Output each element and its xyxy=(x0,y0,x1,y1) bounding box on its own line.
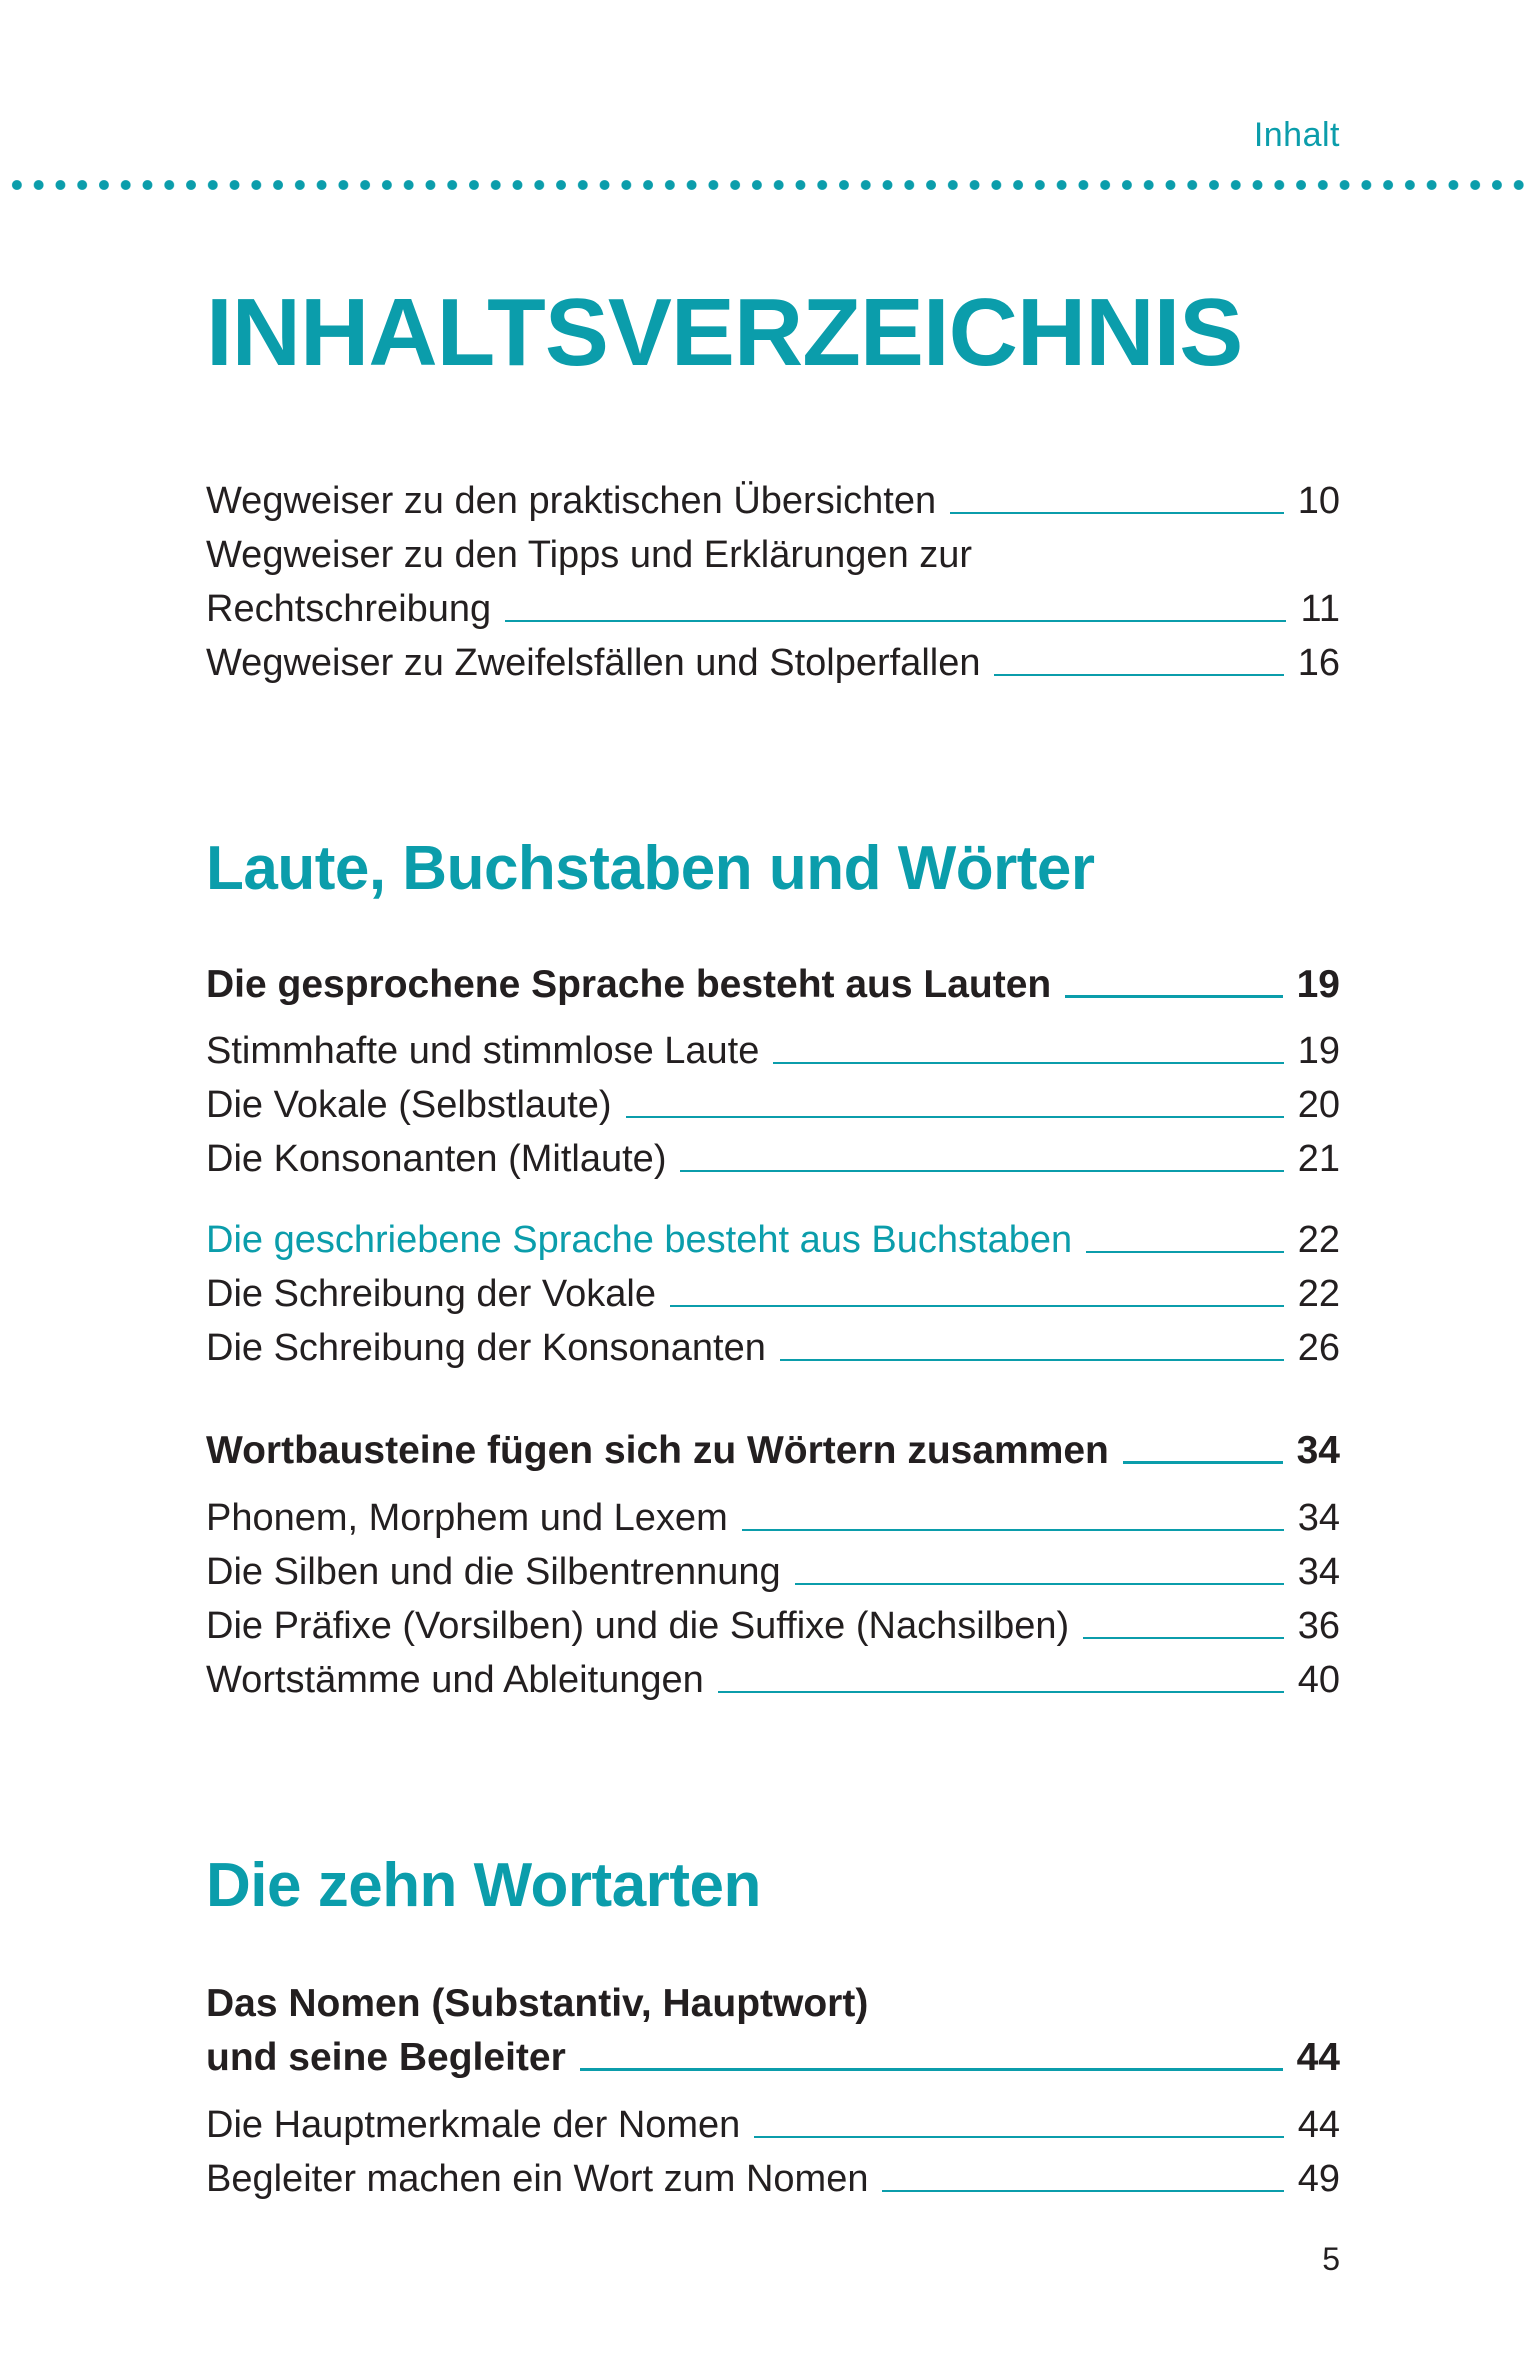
toc-page-number: 40 xyxy=(1297,1659,1340,1701)
dot-leader xyxy=(742,1529,1284,1531)
toc-entry[interactable] xyxy=(206,1032,1340,1070)
dot-leader xyxy=(1065,995,1282,998)
toc-entry-label: Wortbausteine fügen sich zu Wörtern zusammen xyxy=(206,1429,1109,1472)
toc-page-number: 44 xyxy=(1296,2036,1340,2079)
toc-page-number: 26 xyxy=(1297,1327,1340,1369)
dot-leader xyxy=(994,674,1283,676)
dot-leader xyxy=(1083,1637,1284,1639)
toc-page-number: 21 xyxy=(1297,1138,1340,1180)
toc-section-heading[interactable] xyxy=(206,1431,1340,1470)
dot-leader xyxy=(1086,1251,1284,1253)
toc-entry[interactable] xyxy=(206,1275,1340,1313)
toc-entry-label: Die Präfixe (Vorsilben) und die Suffixe (Nachsilben) xyxy=(206,1605,1070,1647)
toc-entry[interactable] xyxy=(206,1329,1340,1367)
dot-leader xyxy=(882,2190,1283,2192)
toc-entry-label: und seine Begleiter xyxy=(206,2036,566,2079)
toc-page-number: 34 xyxy=(1297,1551,1340,1593)
dot-leader xyxy=(718,1691,1284,1693)
toc-entry[interactable] xyxy=(206,1553,1340,1591)
dot-leader xyxy=(626,1116,1284,1118)
toc-entry-label: Die Vokale (Selbstlaute) xyxy=(206,1084,612,1126)
toc-entry-label: Wegweiser zu Zweifelsfällen und Stolperfallen xyxy=(206,642,981,684)
dot-leader xyxy=(795,1583,1284,1585)
toc-page-number: 11 xyxy=(1300,588,1340,630)
toc-entry-label: Wortstämme und Ableitungen xyxy=(206,1659,704,1701)
toc-entry-label: Die Schreibung der Konsonanten xyxy=(206,1327,766,1369)
toc-entry-label: Die Silben und die Silbentrennung xyxy=(206,1551,781,1593)
toc-entry[interactable] xyxy=(206,1086,1340,1124)
toc-page-number: 19 xyxy=(1296,963,1340,1006)
page-title: INHALTSVERZEICHNIS xyxy=(206,279,1243,386)
toc-page-number: 16 xyxy=(1297,642,1340,684)
running-head: Inhalt xyxy=(1253,116,1340,154)
chapter-title: Laute, Buchstaben und Wörter xyxy=(206,834,1095,903)
dot-leader xyxy=(670,1305,1284,1307)
toc-entry-label: Die Schreibung der Vokale xyxy=(206,1273,656,1315)
toc-page-number: 44 xyxy=(1297,2104,1340,2146)
dot-leader xyxy=(754,2136,1283,2138)
toc-page-number: 49 xyxy=(1297,2158,1340,2200)
toc-entry[interactable] xyxy=(206,644,1340,682)
toc-page-number: 22 xyxy=(1297,1219,1340,1261)
toc-entry[interactable] xyxy=(206,590,1340,628)
toc-page-number: 34 xyxy=(1297,1497,1340,1539)
chapter-title: Die zehn Wortarten xyxy=(206,1851,761,1920)
toc-page-number: 22 xyxy=(1297,1273,1340,1315)
toc-entry-label: Rechtschreibung xyxy=(206,588,492,630)
dot-leader xyxy=(780,1359,1284,1361)
toc-page-number: 20 xyxy=(1297,1084,1340,1126)
page-number: 5 xyxy=(1322,2241,1340,2277)
toc-entry-label: Die Konsonanten (Mitlaute) xyxy=(206,1138,667,1180)
toc-section-heading[interactable] xyxy=(206,1221,1340,1259)
toc-section-heading[interactable] xyxy=(206,2038,1340,2077)
dot-leader xyxy=(950,512,1284,514)
toc-entry-label: Wegweiser zu den praktischen Übersichten xyxy=(206,480,937,522)
dotted-divider xyxy=(6,178,1530,192)
toc-page-number: 19 xyxy=(1297,1030,1340,1072)
toc-section-heading[interactable] xyxy=(206,965,1340,1004)
toc-entry-label: Die Hauptmerkmale der Nomen xyxy=(206,2104,741,2146)
dot-leader xyxy=(680,1170,1283,1172)
toc-entry[interactable] xyxy=(206,1140,1340,1178)
toc-entry-label-line1: Wegweiser zu den Tipps und Erklärungen zur xyxy=(206,534,973,576)
toc-entry[interactable] xyxy=(206,1661,1340,1699)
toc-page-number: 10 xyxy=(1297,480,1340,522)
dot-leader xyxy=(1123,1461,1283,1464)
toc-page-number: 34 xyxy=(1296,1429,1340,1472)
toc-entry-label: Stimmhafte und stimmlose Laute xyxy=(206,1030,760,1072)
toc-section-heading-line1: Das Nomen (Substantiv, Hauptwort) xyxy=(206,1982,869,2025)
toc-entry[interactable] xyxy=(206,2160,1340,2198)
toc-entry[interactable] xyxy=(206,2106,1340,2144)
toc-entry-label: Die gesprochene Sprache besteht aus Lauten xyxy=(206,963,1052,1006)
toc-entry[interactable] xyxy=(206,1499,1340,1537)
dot-leader xyxy=(505,620,1286,622)
dot-leader xyxy=(773,1062,1283,1064)
toc-page-number: 36 xyxy=(1297,1605,1340,1647)
toc-entry-label: Begleiter machen ein Wort zum Nomen xyxy=(206,2158,869,2200)
toc-entry[interactable] xyxy=(206,1607,1340,1645)
toc-entry[interactable] xyxy=(206,482,1340,520)
toc-entry-label: Die geschriebene Sprache besteht aus Buchstaben xyxy=(206,1219,1073,1261)
toc-entry-label: Phonem, Morphem und Lexem xyxy=(206,1497,728,1539)
dot-leader xyxy=(580,2068,1283,2071)
